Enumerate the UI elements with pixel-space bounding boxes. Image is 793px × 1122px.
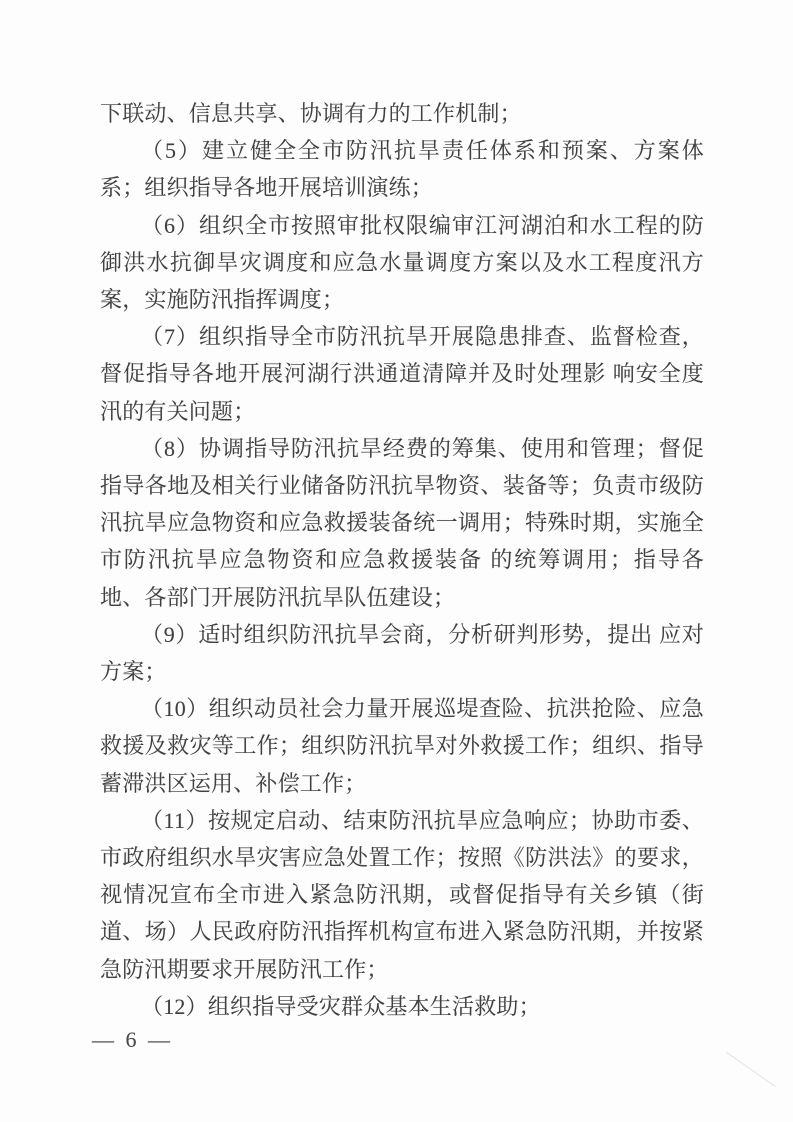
paragraph: （8）协调指导防汛抗旱经费的筹集、使用和管理；督促指导各地及相关行业储备防汛抗旱物资、装备等；负责市级防汛抗旱应急物资和应急救援装备统一调用；特殊时期，实施全市防汛抗旱应急物资和应急救援装备 的统筹调用；指导各地、各部门开展防汛抗旱队伍建设； [100,435,704,610]
paragraph: （12）组织指导受灾群众基本生活救助； [141,993,541,1019]
document-body [100,95,704,1025]
page-number: — 6 — [92,1027,173,1052]
paragraph: 下联动、信息共享、协调有力的工作机制； [100,101,522,126]
paragraph: （7）组织指导全市防汛抗旱开展隐患排查、监督检查，督促指导各地开展河湖行洪通道清障并及时处理影 响安全度汛的有关问题； [100,324,704,424]
paragraph: （5）建立健全全市防汛抗旱责任体系和预案、方案体系；组织指导各地开展培训演练； [100,138,704,201]
paragraph: （6）组织全市按照审批权限编审江河湖泊和水工程的防御洪水抗御旱灾调度和应急水量调度方案以及水工程度汛方案，实施防汛指挥调度； [100,212,704,313]
paragraph: （10）组织动员社会力量开展巡堤查险、抗洪抢险、应急救援及救灾等工作；组织防汛抗旱对外救援工作；组织、指导蓄滞洪区运用、补偿工作； [100,696,704,796]
paragraph: （9）适时组织防汛抗旱会商，分析研判形势，提出 应对方案； [100,621,704,685]
scan-artifact [726,1052,776,1087]
paragraph: （11）按规定启动、结束防汛抗旱应急响应；协助市委、市政府组织水旱灾害应急处置工作；按照《防洪法》的要求，视情况宣布全市进入紧急防汛期，或督促指导有关乡镇（街道、场）人民政府防汛指挥机构宣布进入紧急防汛期，并按紧急防汛期要求开展防汛工作； [100,807,704,982]
